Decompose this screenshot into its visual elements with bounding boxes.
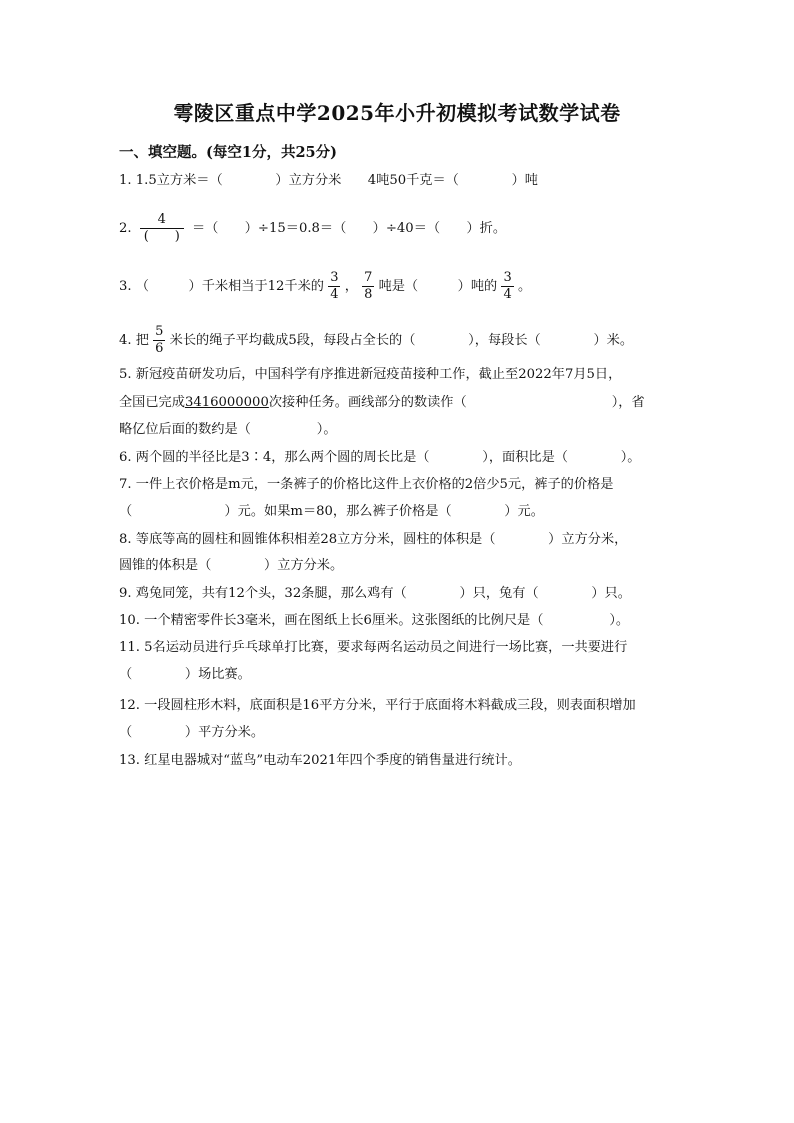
q2-fraction bbox=[140, 212, 184, 245]
q3-text-2: 吨是（ ）吨的 bbox=[378, 279, 498, 294]
question-5-line-3: 略亿位后面的数约是（ ）。 bbox=[119, 422, 337, 437]
question-12-line-2: （ ）平方分米。 bbox=[119, 725, 265, 740]
question-6: 6. 两个圆的半径比是3∶4，那么两个圆的周长比是（ ），面积比是（ ）。 bbox=[119, 450, 641, 465]
q3-f3-denominator: 4 bbox=[503, 287, 512, 302]
question-8-line-1: 8. 等底等高的圆柱和圆锥体积相差28立方分米，圆柱的体积是（ ）立方分米， bbox=[119, 532, 628, 547]
question-5-line-2 bbox=[119, 394, 645, 412]
q3-fraction-3 bbox=[501, 270, 513, 303]
question-2 bbox=[119, 212, 506, 245]
q3-text-1: 3. （ ）千米相当于12千米的 bbox=[119, 279, 324, 294]
q4-text-2: 米长的绳子平均截成5段，每段占全长的（ ），每段长（ ）米。 bbox=[169, 333, 634, 348]
q5-underlined-number: 3416000000 bbox=[184, 395, 269, 410]
q4-f-denominator: 6 bbox=[155, 341, 164, 356]
question-11-line-2: （ ）场比赛。 bbox=[119, 667, 251, 682]
q2-number: 2. bbox=[119, 221, 132, 236]
question-12-line-1: 12. 一段圆柱形木料，底面积是16平方分米，平行于底面将木料截成三段，则表面积增加 bbox=[119, 698, 636, 713]
question-7-line-2: （ ）元。如果m＝80，那么裤子价格是（ ）元。 bbox=[119, 504, 544, 519]
q3-fraction-1 bbox=[328, 270, 340, 303]
question-11-line-1: 11. 5名运动员进行乒乓球单打比赛，要求每两名运动员之间进行一场比赛，一共要进行 bbox=[119, 640, 628, 655]
q4-f-numerator: 5 bbox=[155, 324, 164, 339]
q3-f2-denominator: 8 bbox=[364, 287, 373, 302]
q5-text-a: 全国已完成 bbox=[119, 395, 185, 410]
q3-fraction-2 bbox=[362, 270, 374, 303]
q3-f1-numerator: 3 bbox=[330, 270, 339, 285]
question-10: 10. 一个精密零件长3毫米，画在图纸上长6厘米。这张图纸的比例尺是（ ）。 bbox=[119, 613, 630, 628]
q2-text: ＝（ ）÷15＝0.8＝（ ）÷40＝（ ）折。 bbox=[192, 221, 507, 236]
section-heading: 一、填空题。(每空1分，共25分) bbox=[119, 144, 337, 161]
q2-frac-numerator: 4 bbox=[157, 212, 166, 227]
q2-frac-denominator: ( ) bbox=[143, 229, 180, 244]
question-5-line-1: 5. 新冠疫苗研发功后，中国科学有序推进新冠疫苗接种工作，截止至2022年7月5日， bbox=[119, 367, 622, 382]
q3-f2-numerator: 7 bbox=[364, 270, 373, 285]
question-7-line-1: 7. 一件上衣价格是m元，一条裤子的价格比这件上衣价格的2倍少5元，裤子的价格是 bbox=[119, 477, 614, 492]
q5-text-b: 次接种任务。画线部分的数读作（ ），省 bbox=[268, 395, 645, 410]
q3-end: 。 bbox=[517, 279, 532, 294]
exam-title: 雩陵区重点中学2025年小升初模拟考试数学试卷 bbox=[173, 101, 621, 125]
question-4 bbox=[119, 324, 633, 357]
question-8-line-2: 圆锥的体积是（ ）立方分米。 bbox=[119, 558, 344, 573]
question-9: 9. 鸡兔同笼，共有12个头，32条腿，那么鸡有（ ）只，兔有（ ）只。 bbox=[119, 586, 631, 601]
q3-f3-numerator: 3 bbox=[503, 270, 512, 285]
question-13: 13. 红星电器城对“蓝鸟”电动车2021年四个季度的销售量进行统计。 bbox=[119, 753, 521, 768]
question-3 bbox=[119, 270, 531, 303]
question-1: 1. 1.5立方米＝（ ）立方分米 4吨50千克＝（ ）吨 bbox=[119, 173, 538, 188]
q3-f1-denominator: 4 bbox=[330, 287, 339, 302]
q4-fraction bbox=[153, 324, 165, 357]
q3-separator: ， bbox=[344, 279, 358, 294]
q4-text-1: 4. 把 bbox=[119, 333, 149, 348]
